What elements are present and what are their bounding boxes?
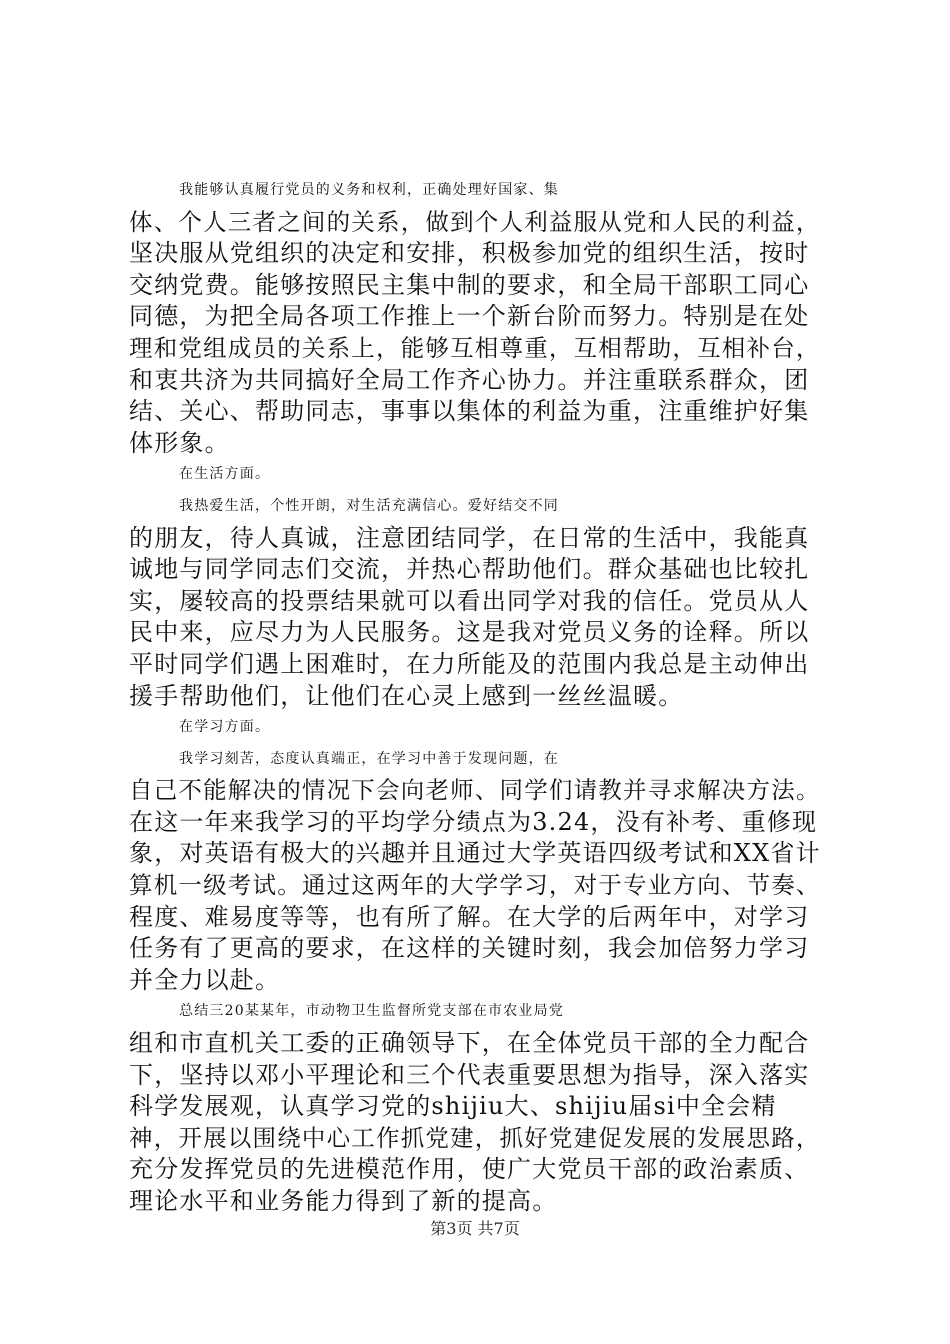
text-line: 和衷共济为共同搞好全局工作齐心协力。并注重联系群众，团 xyxy=(129,365,810,394)
text-line: 诚地与同学同志们交流，并热心帮助他们。群众基础也比较扎 xyxy=(129,555,810,584)
text-line: 实，屡较高的投票结果就可以看出同学对我的信任。党员从人 xyxy=(129,586,810,615)
text-line: 科学发展观，认真学习党的shijiu大、shijiu届si中全会精 xyxy=(129,1092,777,1121)
text-line: 我能够认真履行党员的义务和权利，正确处理好国家、集 xyxy=(179,182,559,198)
text-line: 民中来，应尽力为人民服务。这是我对党员义务的诠释。所以 xyxy=(129,618,810,647)
text-line: 理论水平和业务能力得到了新的提高。 xyxy=(129,1187,558,1215)
text-line: 总结三20某某年，市动物卫生监督所党支部在市农业局党 xyxy=(179,1003,565,1020)
text-line: 在这一年来我学习的平均学分绩点为3.24，没有补考、重修现 xyxy=(129,807,818,836)
text-line: 并全力以赴。 xyxy=(129,965,281,994)
text-line: 体、个人三者之间的关系，做到个人利益服从党和人民的利益， xyxy=(129,207,821,236)
page-footer xyxy=(0,1216,950,1239)
text-line: 体形象。 xyxy=(129,428,230,457)
text-line: 平时同学们遇上困难时，在力所能及的范围内我总是主动伸出 xyxy=(129,649,810,678)
text-line: 同德，为把全局各项工作推上一个新台阶而努力。特别是在处 xyxy=(129,302,810,331)
document-body xyxy=(129,175,829,1218)
text-line: 神，开展以围绕中心工作抓党建，抓好党建促发展的发展思路， xyxy=(129,1123,821,1152)
text-line: 组和市直机关工委的正确领导下，在全体党员干部的全力配合 xyxy=(129,1029,810,1058)
text-line: 下，坚持以邓小平理论和三个代表重要思想为指导，深入落实 xyxy=(129,1060,810,1089)
text-line: 自己不能解决的情况下会向老师、同学们请教并寻求解决方法。 xyxy=(129,776,821,805)
text-line: 结、关心、帮助同志，事事以集体的利益为重，注重维护好集 xyxy=(129,397,810,426)
text-line: 的朋友，待人真诚，注意团结同学，在日常的生活中，我能真 xyxy=(129,523,810,552)
page-number-label: 第3页 共7页 xyxy=(430,1219,520,1238)
text-line: 理和党组成员的关系上，能够互相尊重，互相帮助，互相补台， xyxy=(129,333,821,362)
text-line: 交纳党费。能够按照民主集中制的要求，和全局干部职工同心 xyxy=(129,270,810,299)
text-line: 象，对英语有极大的兴趣并且通过大学英语四级考试和XX省计 xyxy=(129,839,821,868)
text-line: 任务有了更高的要求，在这样的关键时刻，我会加倍努力学习 xyxy=(129,934,810,963)
text-line: 程度、难易度等等，也有所了解。在大学的后两年中，对学习 xyxy=(129,902,810,931)
text-line: 在生活方面。 xyxy=(179,466,271,483)
text-line: 坚决服从党组织的决定和安排，积极参加党的组织生活，按时 xyxy=(129,239,810,268)
text-line: 算机一级考试。通过这两年的大学学习，对于专业方向、节奏、 xyxy=(129,871,821,900)
text-line: 我学习刻苦，态度认真端正，在学习中善于发现问题，在 xyxy=(179,750,559,767)
text-line: 我热爱生活，个性开朗，对生活充满信心。爱好结交不同 xyxy=(179,497,559,514)
text-line: 援手帮助他们，让他们在心灵上感到一丝丝温暖。 xyxy=(129,681,684,710)
text-line: 在学习方面。 xyxy=(179,719,271,736)
text-line: 充分发挥党员的先进模范作用，使广大党员干部的政治素质、 xyxy=(129,1155,810,1184)
